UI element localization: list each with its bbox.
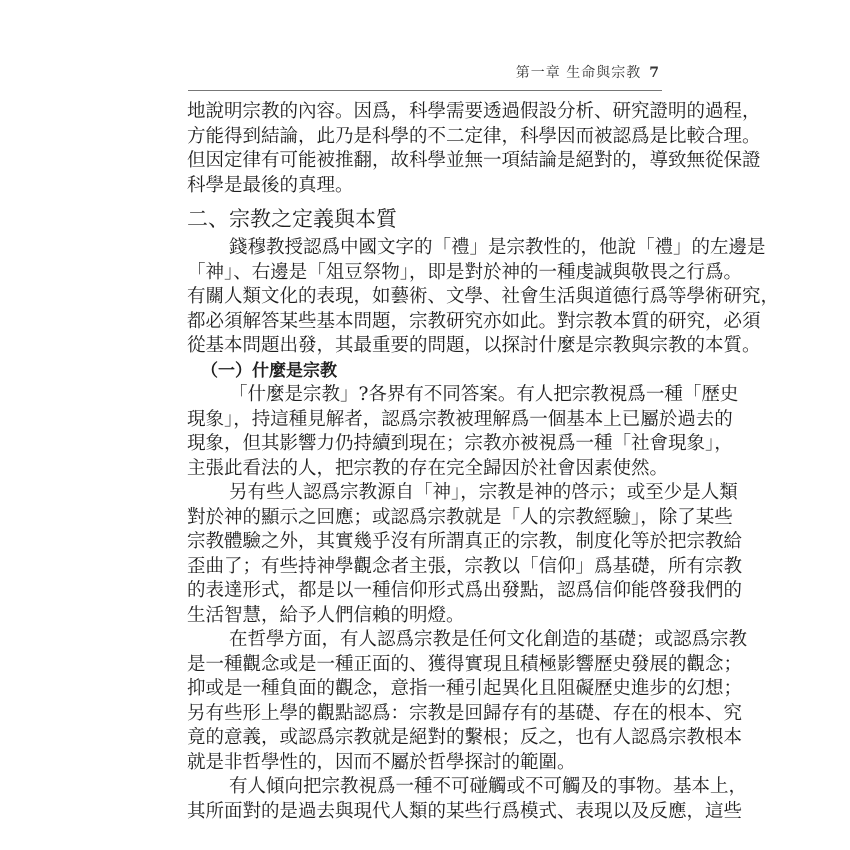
text-line: 竟的意義，或認爲宗教就是絕對的繫根；反之，也有人認爲宗教根本 [187, 727, 743, 748]
text-line: 地說明宗教的內容。因爲，科學需要透過假設分析、研究證明的過程， [187, 101, 761, 122]
text-line: 就是非哲學性的，因而不屬於哲學探討的範圍。 [187, 751, 576, 773]
text-line: 錢穆教授認爲中國文字的「禮」是宗教性的，他說「禮」的左邊是 [229, 237, 766, 258]
header-rule [188, 90, 662, 91]
paragraph [187, 775, 748, 824]
text-line: 是一種觀念或是一種正面的、獲得實現且積極影響歷史發展的觀念； [187, 653, 743, 675]
text-line: 另有些形上學的觀點認爲：宗教是回歸存有的基礎、存在的根本、究 [187, 702, 743, 724]
page-body [187, 100, 780, 824]
text-line: 生活智慧，給予人們信賴的明燈。 [187, 604, 465, 626]
text-line: 的表達形式，都是以一種信仰形式爲出發點，認爲信仰能啓發我們的 [187, 580, 743, 601]
paragraph [187, 236, 780, 359]
text-line: 另有些人認爲宗教源自「神」，宗教是神的啓示；或至少是人類 [229, 482, 738, 503]
text-line: 有人傾向把宗教視爲一種不可碰觸或不可觸及的事物。基本上， [229, 776, 748, 797]
paragraph [187, 628, 748, 775]
text-line: 現象，但其影響力仍持續到現在；宗教亦被視爲一種「社會現象」， [187, 433, 733, 454]
text-line: 都必須解答某些基本問題，宗教研究亦如此。對宗教本質的研究，必須 [187, 310, 761, 332]
text-line: 「什麼是宗教」?各界有不同答案。有人把宗教視爲一種「歷史 [229, 384, 739, 405]
text-line: 歪曲了；有些持神學觀念者主張，宗教以「信仰」爲基礎，所有宗教 [187, 555, 743, 577]
text-line: 有關人類文化的表現，如藝術、文學、社會生活與道德行爲等學術研究， [187, 286, 780, 307]
text-line: 對於神的顯示之回應；或認爲宗教就是「人的宗教經驗」，除了某些 [187, 506, 733, 528]
text-line: 在哲學方面，有人認爲宗教是任何文化創造的基礎；或認爲宗教 [229, 629, 748, 650]
text-line: 主張此看法的人，把宗教的存在完全歸因於社會因素使然。 [187, 457, 669, 479]
text-line: 從基本問題出發，其最重要的問題，以探討什麼是宗教與宗教的本質。 [187, 335, 761, 356]
text-line: 但因定律有可能被推翻，故科學並無一項結論是絕對的，導致無從保證 [187, 150, 761, 171]
page-number: 7 [649, 65, 660, 81]
running-header [516, 62, 660, 82]
text-line: 科學是最後的真理。 [187, 174, 354, 196]
text-line: 「神」、右邊是「俎豆祭物」，即是對於神的一種虔誠與敬畏之行爲。 [187, 261, 743, 283]
paragraph [187, 383, 739, 481]
paragraph [187, 481, 743, 628]
text-line: 宗教體驗之外，其實幾乎沒有所謂真正的宗教，制度化等於把宗教給 [187, 531, 743, 552]
paragraph [187, 100, 761, 198]
section-heading: 二、宗教之定義與本質 [187, 207, 397, 231]
text-line: 抑或是一種負面的觀念，意指一種引起異化且阻礙歷史進步的幻想； [187, 678, 743, 699]
text-line: 現象」，持這種見解者，認爲宗教被理解爲一個基本上已屬於過去的 [187, 408, 733, 430]
subsection-heading: （一）什麼是宗教 [201, 360, 337, 381]
text-line: 其所面對的是過去與現代人類的某些行爲模式、表現以及反應，這些 [187, 800, 743, 822]
running-title: 第一章 生命與宗教 [515, 65, 642, 81]
text-line: 方能得到結論，此乃是科學的不二定律，科學因而被認爲是比較合理。 [187, 125, 761, 147]
